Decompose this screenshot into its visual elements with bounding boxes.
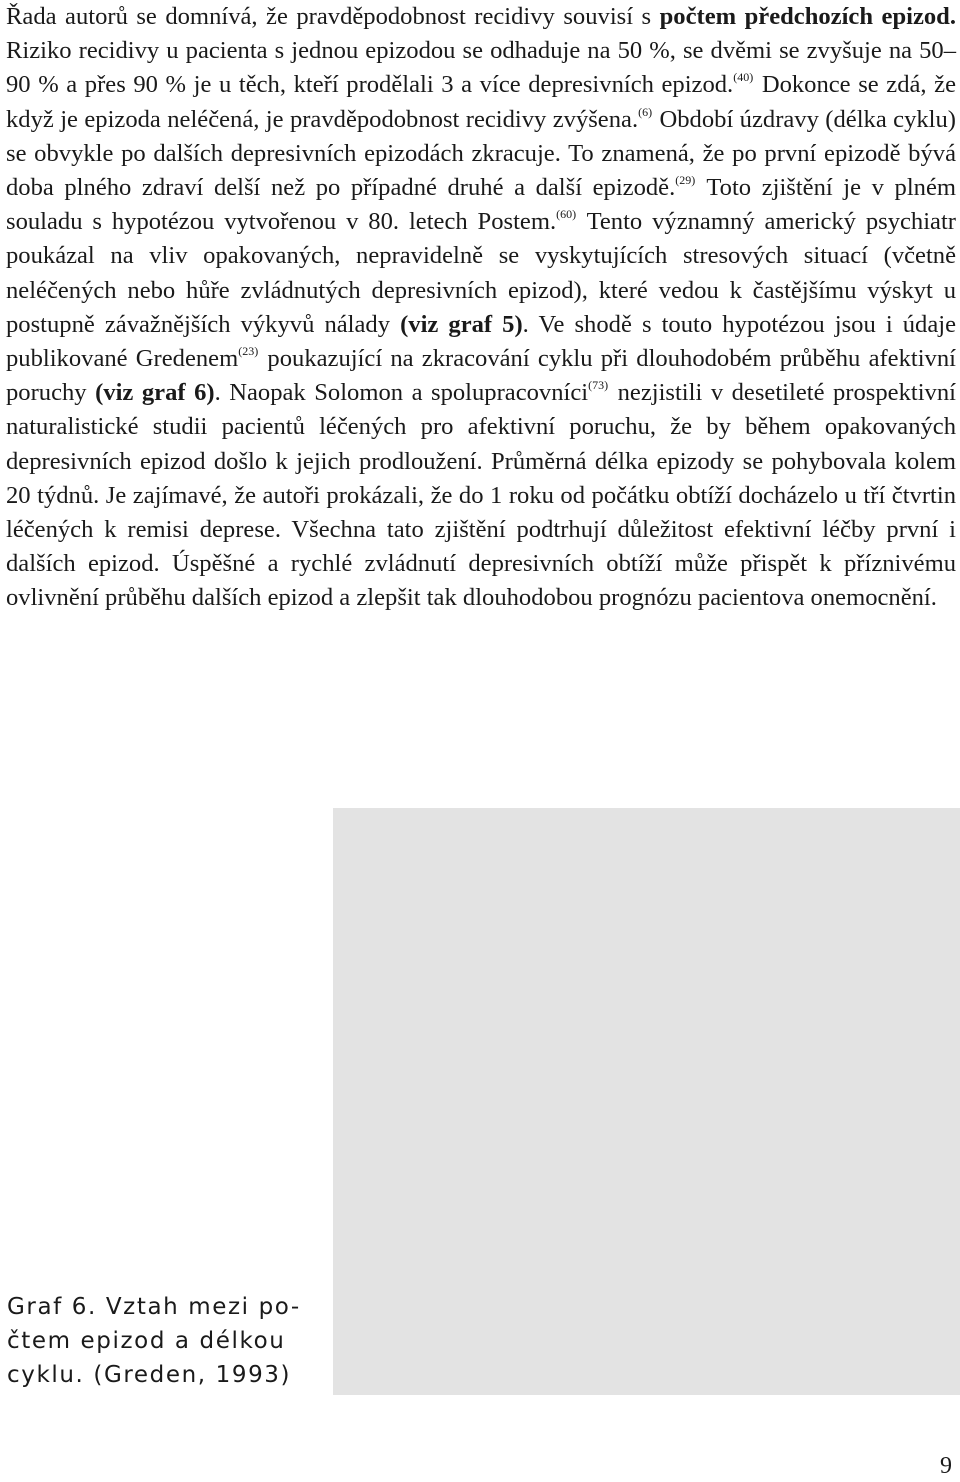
page-number: 9 bbox=[940, 1453, 952, 1479]
figure-reference: (viz graf 6) bbox=[95, 379, 215, 407]
text-segment: poukazující na zkracování cyklu při dlouhodobém průběhu afektivní poruchy bbox=[6, 345, 956, 407]
figure-caption bbox=[7, 1290, 312, 1392]
text-segment: Období úzdravy (délka cyklu) se obvykle po dalších depresivních epizodách zkracuje. To znamená, že po první epizodě bývá doba plného zdraví delší než po případné druhé a další epizodě. bbox=[6, 105, 956, 202]
text-segment: Dokonce se zdá, že když je epizoda neléčená, je pravděpodobnost recidivy zvýšena. bbox=[6, 71, 956, 133]
figure-placeholder bbox=[333, 808, 960, 1395]
caption-line: čtem epizod a délkou bbox=[7, 1328, 286, 1354]
citation-ref: (73) bbox=[588, 378, 609, 393]
text-segment: Tento významný americký psychiatr poukázal na vliv opakovaných, nepravidelně se vyskytujících stresových situací (včetně neléčených nebo hůře zvládnutých depresivních epizod), které vedou k častějšímu výskyt u postupně závažnějších výkyvů nálady bbox=[6, 208, 956, 338]
citation-ref: (60) bbox=[556, 207, 577, 222]
text-segment: . Naopak Solomon a spolupracovníci bbox=[214, 379, 589, 407]
text-segment: Riziko recidivy u pacienta s jednou epizodou se odhaduje na 50 %, se dvěmi se zvyšuje na 50–90 % a přes 90 % je u těch, kteří prodělali 3 a více depresivních epizod. bbox=[6, 37, 956, 99]
citation-ref: (23) bbox=[238, 344, 259, 359]
caption-line: Graf 6. Vztah mezi po- bbox=[7, 1294, 301, 1320]
text-segment: nezjistili v desetileté prospektivní naturalistické studii pacientů léčených pro afektivní poruchu, že by během opakovaných depresivních epizod došlo k jejich prodloužení. Průměrná délka epizody se pohybovala kolem 20 týdnů. Je zajímavé, že autoři prokázali, že do 1 roku od počátku obtíží docházelo u tří čtvrtin léčených k remisi deprese. Všechna tato zjištění podtrhují důležitost efektivní léčby první i dalších epizod. Úspěšné a rychlé zvládnutí depresivních obtíží může přispět k příznivému ovlivnění průběhu dalších epizod a zlepšit tak dlouhodobou prognózu pacientova onemocnění. bbox=[6, 379, 956, 612]
citation-ref: (6) bbox=[638, 104, 653, 119]
citation-ref: (29) bbox=[675, 173, 696, 188]
text-segment: Toto zjištění je v plném souladu s hypotézou vytvořenou v 80. letech Postem. bbox=[6, 174, 956, 236]
text-segment: . Ve shodě s touto hypotézou jsou i údaje publikované Gredenem bbox=[6, 310, 956, 373]
citation-ref: (40) bbox=[733, 70, 754, 85]
figure-reference: (viz graf 5) bbox=[400, 310, 523, 338]
body-paragraph bbox=[6, 0, 956, 616]
emphasis-text: počtem předchozích epizod. bbox=[659, 3, 956, 30]
text-segment: Řada autorů se domnívá, že pravděpodobnost recidivy souvisí s bbox=[6, 3, 660, 30]
caption-line: cyklu. (Greden, 1993) bbox=[7, 1362, 292, 1388]
